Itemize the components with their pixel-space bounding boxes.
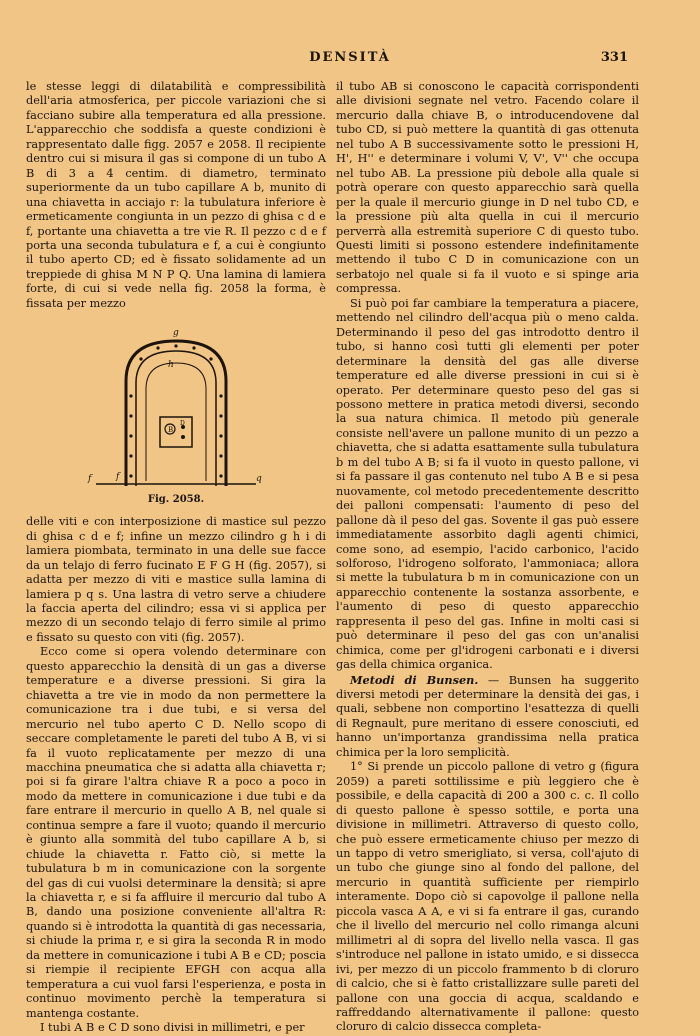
apparatus-illustration [86, 321, 266, 491]
figure-label: D [180, 420, 185, 428]
left-column [26, 80, 326, 1035]
page-number: 331 [600, 50, 628, 65]
figure-2058 [26, 321, 326, 509]
figure-label: h [168, 360, 174, 371]
paragraph: Ecco come si opera volendo determinare con questo apparecchio la densità di un gas a diverse temperature e a diverse pressioni. Si gira la chiavetta a tre vie in modo da non permettere la comunicazione tra i due tubi, e si versa del mercurio nel tubo aperto C D. Nello scopo di seccare completamente le pareti del tubo A B, vi si fa il vuoto replicatamente per mezzo di una macchina pneumatica che si adatta alla chiavetta r; poi si fa girare l'altra chiave R a poco a poco in modo da mettere in comunicazione i due tubi e da fare entrare il mercurio in quello A B, nel quale si continua sempre a fare il vuoto; quando il mercurio è giunto alla sommità del tubo capillare A b, si chiude la chiavetta r. Fatto ciò, si mette la tubulatura b m in comunicazione con la sorgente del gas di cui vuolsi determinare la densità; si apre la chiavetta r, e si fa affluire il mercurio dal tubo A B, dando una posizione conveniente all'altra R: quando si è introdotta la quantità di gas necessaria, si chiude la prima r, e si gira la seconda R in modo da mettere in comunicazione i tubi A B e CD; poscia si riempie il recipiente EFGH con acqua alla temperatura a cui vuol farsi l'esperienza, e posta in continuo movimento perchè la temperatura si mantenga costante. [26, 645, 326, 1020]
running-header-title: DENSITÀ [309, 50, 391, 65]
paragraph: I tubi A B e C D sono divisi in millimetri, e per [40, 1021, 305, 1035]
figure-label: f [116, 472, 120, 483]
paragraph: le stesse leggi di dilatabilità e compressibilità dell'aria atmosferica, per piccole variazioni che si facciano subire alla temperatura ed alla pressione. L'apparecchio che soddisfa a queste condizioni è rappresentato dalle figg. 2057 e 2058. Il recipiente dentro cui si misura il gas si compone di un tubo A B di 3 a 4 centim. di diametro, terminato superiormente da un tubo capillare A b, munito di una chiavetta in acciajo r: la tubulatura inferiore è ermeticamente congiunta in un pezzo di ghisa c d e f, portante una chiavetta a tre vie R. Il pezzo c d e f porta una seconda tubulatura e f, a cui è congiunto il tubo aperto CD; ed è fissato solidamente ad un treppiede di ghisa M N P Q. Una lamina di lamiera forte, di cui si vede nella fig. 2058 la forma, è fissata per mezzo [26, 80, 326, 310]
figure-label: g [173, 328, 179, 339]
paragraph: delle viti e con interposizione di mastice sul pezzo di ghisa c d e f; infine un mezzo cilindro g h i di lamiera piombata, terminato in una delle sue facce da un telajo di ferro fucinato E F G H (fig. 2057), si adatta per mezzo di viti e mastice sulla lamina di lamiera p q s. Una lastra di vetro serve a chiudere la faccia aperta del cilindro; essa vi si applica per mezzo di un secondo telajo di ferro simile al primo e fissato su questo con viti (fig. 2057). [26, 515, 326, 644]
paragraph: 1° Si prende un piccolo pallone di vetro g (figura 2059) a pareti sottilissime e più leggiero che è possibile, e della capacità di 200 a 300 c. c. Il collo di questo pallone è spesso sottile, e porta una divisione in millimetri. Attraverso di questo collo, che può essere ermeticamente chiuso per mezzo di un tappo di vetro smerigliato, si versa, coll'ajuto di un tubo che giunge sino al fondo del pallone, del mercurio in quantità sufficiente per riempirlo interamente. Dopo ciò si capovolge il pallone nella piccola vasca A A, e vi si fa entrare il gas, curando che il livello del mercurio nel collo rimanga alcuni millimetri al di sopra del livello nella vasca. Il gas s'introduce nel pallone in istato umido, e si dissecca ivi, per mezzo di un piccolo frammento b di cloruro di calcio, che si è fatto cristallizzare sulle pareti del pallone con una goccia di acqua, scaldando e raffreddando alternativamente il pallone: questo cloruro di calcio dissecca completa- [336, 760, 639, 1034]
right-column [336, 80, 639, 1034]
section-title: Metodi di Bunsen. [350, 672, 479, 687]
section-text: — Bunsen ha suggerito diversi metodi per determinare la densità dei gas, i quali, sebbene non comportino l'esattezza di quelli di Regnault, pure meritano di essere conosciuti, ed hanno un'importanza grandissima nella pratica chimica per la loro semplicità. [336, 673, 639, 759]
paragraph-bunsen [336, 673, 639, 761]
figure-label: f [88, 474, 92, 485]
figure-label: q [256, 474, 262, 485]
paragraph: il tubo AB si conoscono le capacità corrispondenti alle divisioni segnate nel vetro. Facendo colare il mercurio dalla chiave B, o introducendovene dal tubo CD, si può mettere la quantità di gas ottenuta nel tubo A B successivamente sotto le pressioni H, H', H'' e determinare i volumi V, V', V'' che occupa nel tubo AB. La pressione più debole alla quale si potrà operare con questo apparecchio sarà quella per la quale il mercurio giunge in D nel tubo CD, e la pressione più alta quella in cui il mercurio perverrà alla estremità superiore C di questo tubo. Questi limiti si possono estendere indefinitamente mettendo il tubo C D in comunicazione con un serbatojo nel quale si fa il vuoto e si spinge aria compressa. [336, 80, 639, 296]
figure-caption: Fig. 2058. [147, 494, 205, 506]
paragraph: Si può poi far cambiare la temperatura a piacere, mettendo nel cilindro dell'acqua più o meno calda. Determinando il peso del gas introdotto dentro il tubo, si hanno così tutti gli elementi per poter determinare la densità del gas alle diverse temperature ed alle diverse pressioni in cui si è operato. Per determinare questo peso del gas si possono mettere in pratica metodi diversi, secondo la sua natura chimica. Il metodo più generale consiste nell'avere un pallone munito di un pezzo a chiavetta, che si adatta esattamente sulla tubulatura b m del tubo A B; si fa il vuoto in questo pallone, vi si fa passare il gas contenuto nel tubo A B e si pesa nuovamente, col metodo precedentemente descritto dei palloni compensati: l'aumento di peso del pallone dà il peso del gas. Sovente il gas può essere immediatamente assorbito dagli agenti chimici, come sono, ad esempio, l'acido carbonico, l'acido solforoso, l'idrogeno solforato, l'ammoniaca; allora si mette la tubulatura b m in comunicazione con un apparecchio contenente la sostanza assorbente, e l'aumento di peso di questo apparecchio rappresenta il peso del gas. Infine in molti casi si può determinare il peso del gas con un'analisi chimica, come per gl'idrogeni carbonati e i diversi gas della chimica organica. [336, 296, 639, 672]
figure-label: B [168, 426, 174, 435]
